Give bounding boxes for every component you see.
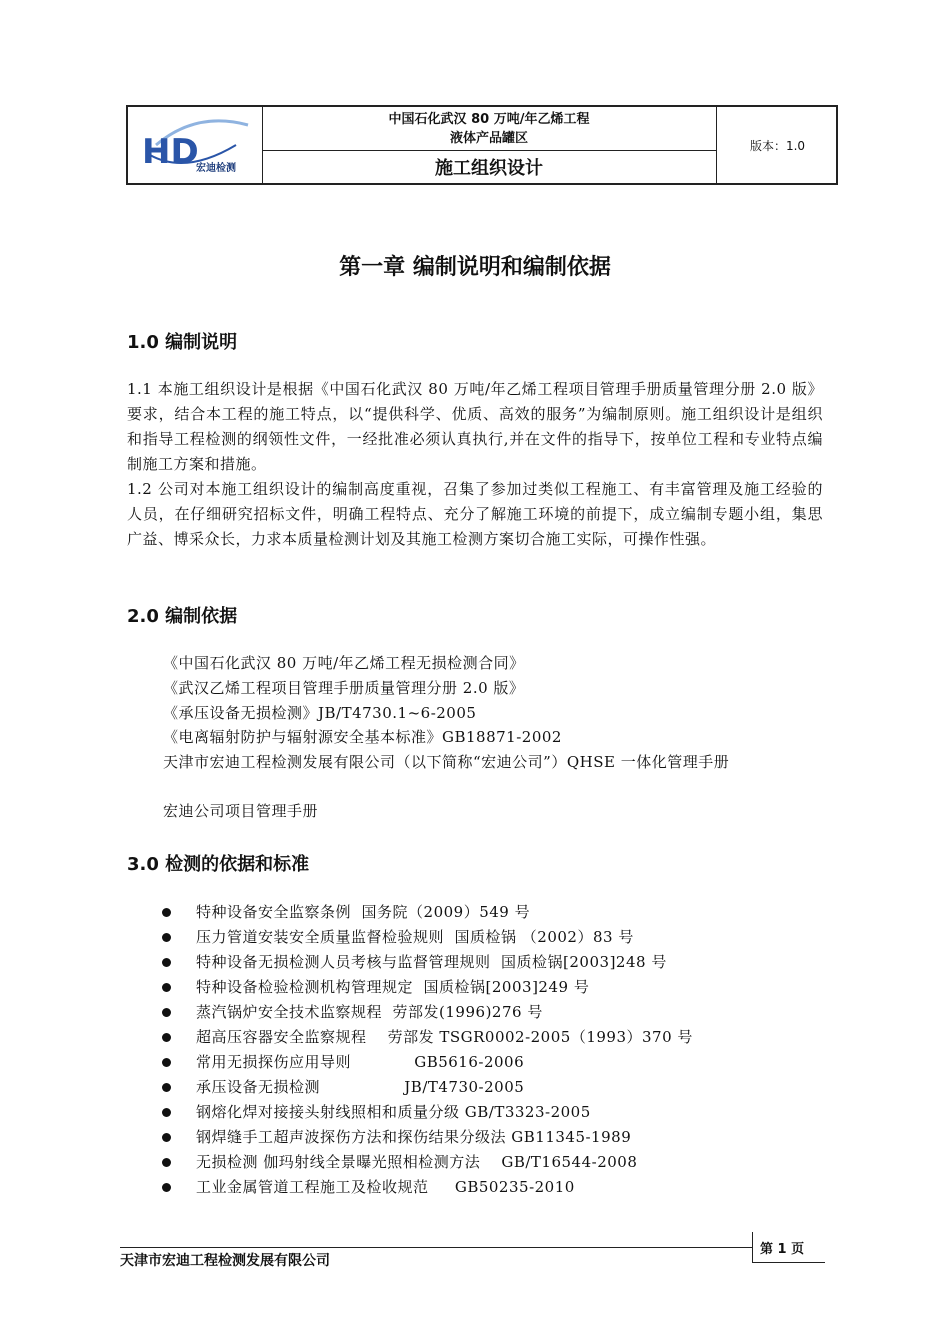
list-item — [162, 1100, 693, 1125]
bullet-icon — [162, 1033, 171, 1042]
logo-letters: HD — [142, 132, 199, 172]
section-heading-3: 3.0 检测的依据和标准 — [127, 854, 310, 875]
footer-divider — [120, 1247, 752, 1248]
reference-item: 《承压设备无损检测》JB/T4730.1~6-2005 — [163, 704, 477, 722]
standard-text: 常用无损探伤应用导则 GB5616-2006 — [196, 1053, 525, 1071]
logo-cell — [128, 107, 263, 185]
project-name — [262, 107, 716, 151]
bullet-icon — [162, 1083, 171, 1092]
reference-item: 天津市宏迪工程检测发展有限公司（以下简称“宏迪公司”）QHSE 一体化管理手册 — [163, 753, 730, 771]
chapter-title: 第一章 编制说明和编制依据 — [339, 255, 611, 280]
paragraph-1-1: 1.1 本施工组织设计是根据《中国石化武汉 80 万吨/年乙烯工程项目管理手册质量管理分册 2.0 版》要求，结合本工程的施工特点，以“提供科学、优质、高效的服务”为编制原则。施工组织设计是组织和指导工程检测的纲领性文件，一经批准必须认真执行,并在文件的指导下，按单位工程和专业特点编制施工方案和措施。 — [127, 380, 823, 473]
list-item — [162, 1125, 693, 1150]
reference-item: 《武汉乙烯工程项目管理手册质量管理分册 2.0 版》 — [163, 679, 525, 697]
project-line-1: 中国石化武汉 80 万吨/年乙烯工程 — [388, 112, 590, 127]
list-item — [162, 975, 693, 1000]
logo-text: 宏迪检测 — [196, 163, 236, 174]
standard-text: 无损检测 伽玛射线全景曝光照相检测方法 GB/T16544-2008 — [196, 1153, 638, 1171]
bullet-icon — [162, 958, 171, 967]
standards-list — [162, 900, 693, 1200]
standard-text: 超高压容器安全监察规程 劳部发 TSGR0002-2005（1993）370 号 — [196, 1028, 693, 1046]
section-heading-1: 1.0 编制说明 — [127, 332, 238, 353]
list-item — [162, 925, 693, 950]
list-item — [162, 1025, 693, 1050]
version-label: 版本：1.0 — [749, 139, 806, 153]
paragraph-1-2: 1.2 公司对本施工组织设计的编制高度重视，召集了参加过类似工程施工、有丰富管理及施工经验的人员，在仔细研究招标文件，明确工程特点、充分了解施工环境的前提下，成立编制专题小组，集思广益、博采众长，力求本质量检测计划及其施工检测方案切合施工实际，可操作性强。 — [127, 480, 823, 548]
reference-item: 《电离辐射防护与辐射源安全基本标准》GB18871-2002 — [163, 728, 562, 746]
standard-text: 钢熔化焊对接接头射线照相和质量分级 GB/T3323-2005 — [196, 1103, 591, 1121]
list-item — [162, 950, 693, 975]
bullet-icon — [162, 983, 171, 992]
list-item — [162, 1050, 693, 1075]
bullet-icon — [162, 1058, 171, 1067]
standard-text: 承压设备无损检测 JB/T4730-2005 — [196, 1078, 525, 1096]
standard-text: 特种设备安全监察条例 国务院（2009）549 号 — [196, 903, 531, 921]
standard-text: 蒸汽锅炉安全技术监察规程 劳部发(1996)276 号 — [196, 1003, 543, 1021]
title-cell — [262, 107, 717, 185]
bullet-icon — [162, 1158, 171, 1167]
list-item — [162, 900, 693, 925]
list-item — [162, 1150, 693, 1175]
bullet-icon — [162, 1133, 171, 1142]
standard-text: 压力管道安装安全质量监督检验规则 国质检锅 （2002）83 号 — [196, 928, 634, 946]
bullet-icon — [162, 1108, 171, 1117]
footer-company: 天津市宏迪工程检测发展有限公司 — [120, 1253, 330, 1269]
bullet-icon — [162, 1183, 171, 1192]
company-logo — [136, 115, 254, 177]
reference-item: 《中国石化武汉 80 万吨/年乙烯工程无损检测合同》 — [163, 654, 525, 672]
reference-item: 宏迪公司项目管理手册 — [163, 802, 319, 820]
header-table — [126, 105, 838, 185]
page-number: 第 1 页 — [760, 1242, 805, 1257]
standard-text: 工业金属管道工程施工及检收规范 GB50235-2010 — [196, 1178, 575, 1196]
standard-text: 钢焊缝手工超声波探伤方法和探伤结果分级法 GB11345-1989 — [196, 1128, 632, 1146]
list-item — [162, 1175, 693, 1200]
standard-text: 特种设备无损检测人员考核与监督管理规则 国质检锅[2003]248 号 — [196, 953, 667, 971]
list-item — [162, 1075, 693, 1100]
bullet-icon — [162, 933, 171, 942]
bullet-icon — [162, 908, 171, 917]
project-line-2: 液体产品罐区 — [449, 131, 528, 146]
standard-text: 特种设备检验检测机构管理规定 国质检锅[2003]249 号 — [196, 978, 590, 996]
section-heading-2: 2.0 编制依据 — [127, 606, 238, 627]
doc-title: 施工组织设计 — [435, 158, 543, 179]
bullet-icon — [162, 1008, 171, 1017]
list-item — [162, 1000, 693, 1025]
